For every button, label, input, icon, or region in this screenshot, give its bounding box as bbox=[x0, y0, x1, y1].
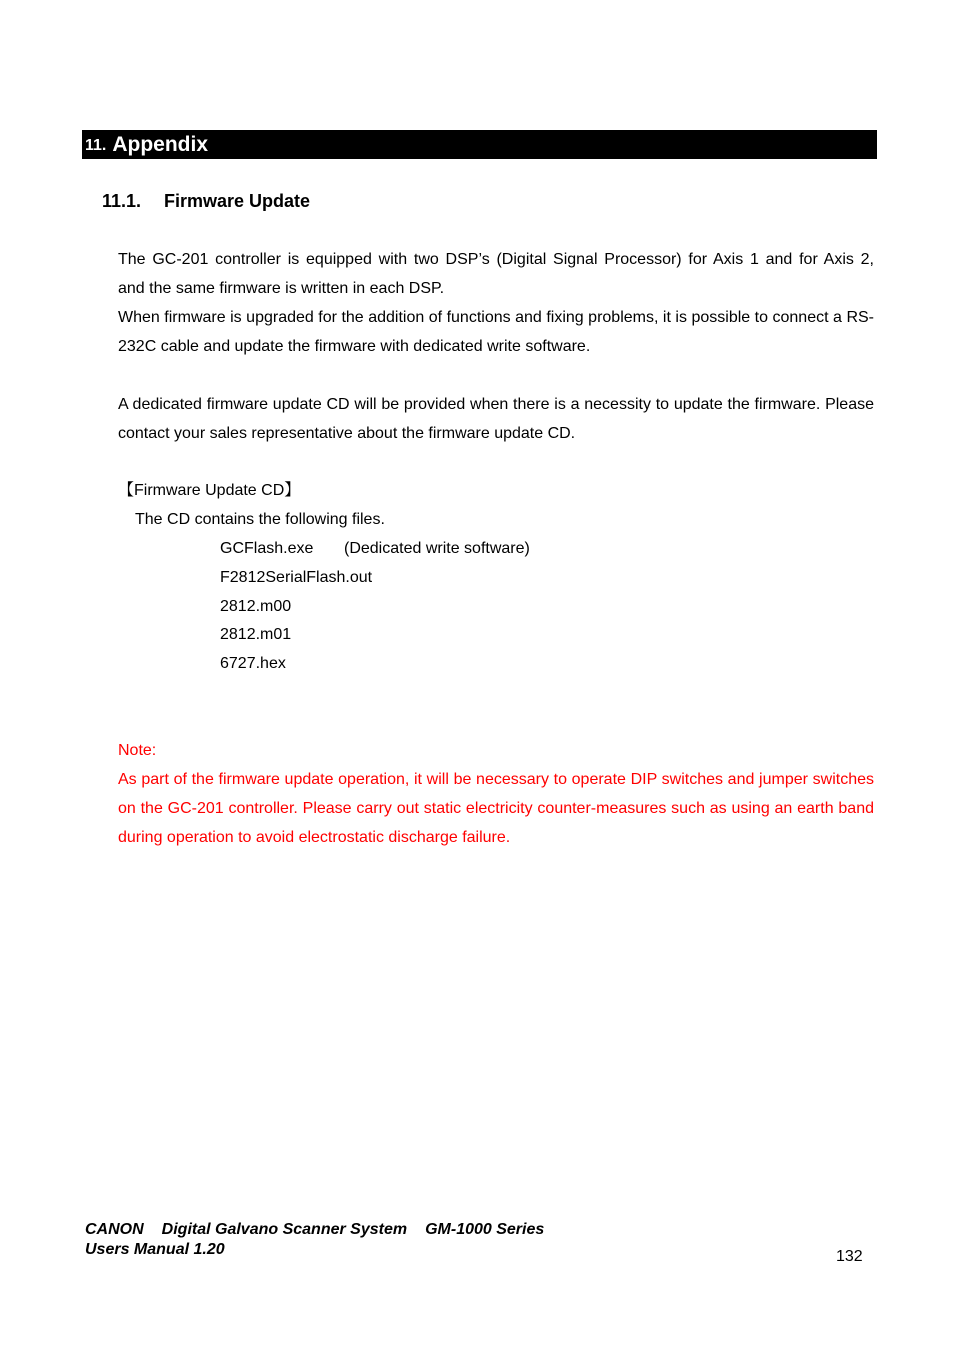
cd-block-heading: 【Firmware Update CD】 bbox=[118, 482, 301, 499]
paragraph-controller-line-1: The GC-201 controller is equipped with two DSP’s (Digital Signal Processor) for Axis 1 and for Axis 2, bbox=[118, 251, 874, 268]
paragraph-firmware-upgrade: When firmware is upgraded for the addition of functions and fixing problems, it is possible to connect a RS-232C cable and update the firmware with dedicated write software. bbox=[118, 309, 874, 355]
note-label: Note: bbox=[118, 742, 157, 759]
section-title: Firmware Update bbox=[164, 191, 311, 211]
footer-product: Digital Galvano Scanner System bbox=[161, 1221, 408, 1238]
file-list-item-note: (Dedicated write software) bbox=[344, 540, 530, 557]
footer-manual-version: Users Manual 1.20 bbox=[85, 1241, 225, 1258]
chapter-heading-bar bbox=[82, 130, 877, 159]
chapter-number: 11. bbox=[85, 137, 107, 154]
footer-title-line bbox=[85, 1221, 544, 1239]
paragraph-controller-line-2: and the same firmware is written in each DSP. bbox=[118, 280, 445, 297]
chapter-title: Appendix bbox=[112, 132, 209, 156]
footer-company: CANON bbox=[85, 1221, 144, 1238]
file-list-item: F2812SerialFlash.out bbox=[220, 569, 373, 586]
footer-series: GM-1000 Series bbox=[425, 1221, 545, 1238]
file-list-item: 2812.m00 bbox=[220, 598, 292, 615]
page-number: 132 bbox=[836, 1248, 863, 1265]
cd-block-intro: The CD contains the following files. bbox=[135, 511, 385, 528]
paragraph-update-cd: A dedicated firmware update CD will be provided when there is a necessity to update the firmware. Please contact your sales representative about the firmware update CD. bbox=[118, 396, 874, 442]
file-list-item: 6727.hex bbox=[220, 655, 286, 672]
section-number: 11.1. bbox=[102, 191, 142, 211]
file-list-item: 2812.m01 bbox=[220, 626, 292, 643]
file-list-item: GCFlash.exe bbox=[220, 540, 314, 557]
note-text: As part of the firmware update operation, it will be necessary to operate DIP switches and jumper switches on the GC-201 controller. Please carry out static electricity counter-measures such as using an earth band during operation to avoid electrostatic discharge failure. bbox=[118, 771, 874, 846]
section-heading bbox=[102, 191, 310, 212]
